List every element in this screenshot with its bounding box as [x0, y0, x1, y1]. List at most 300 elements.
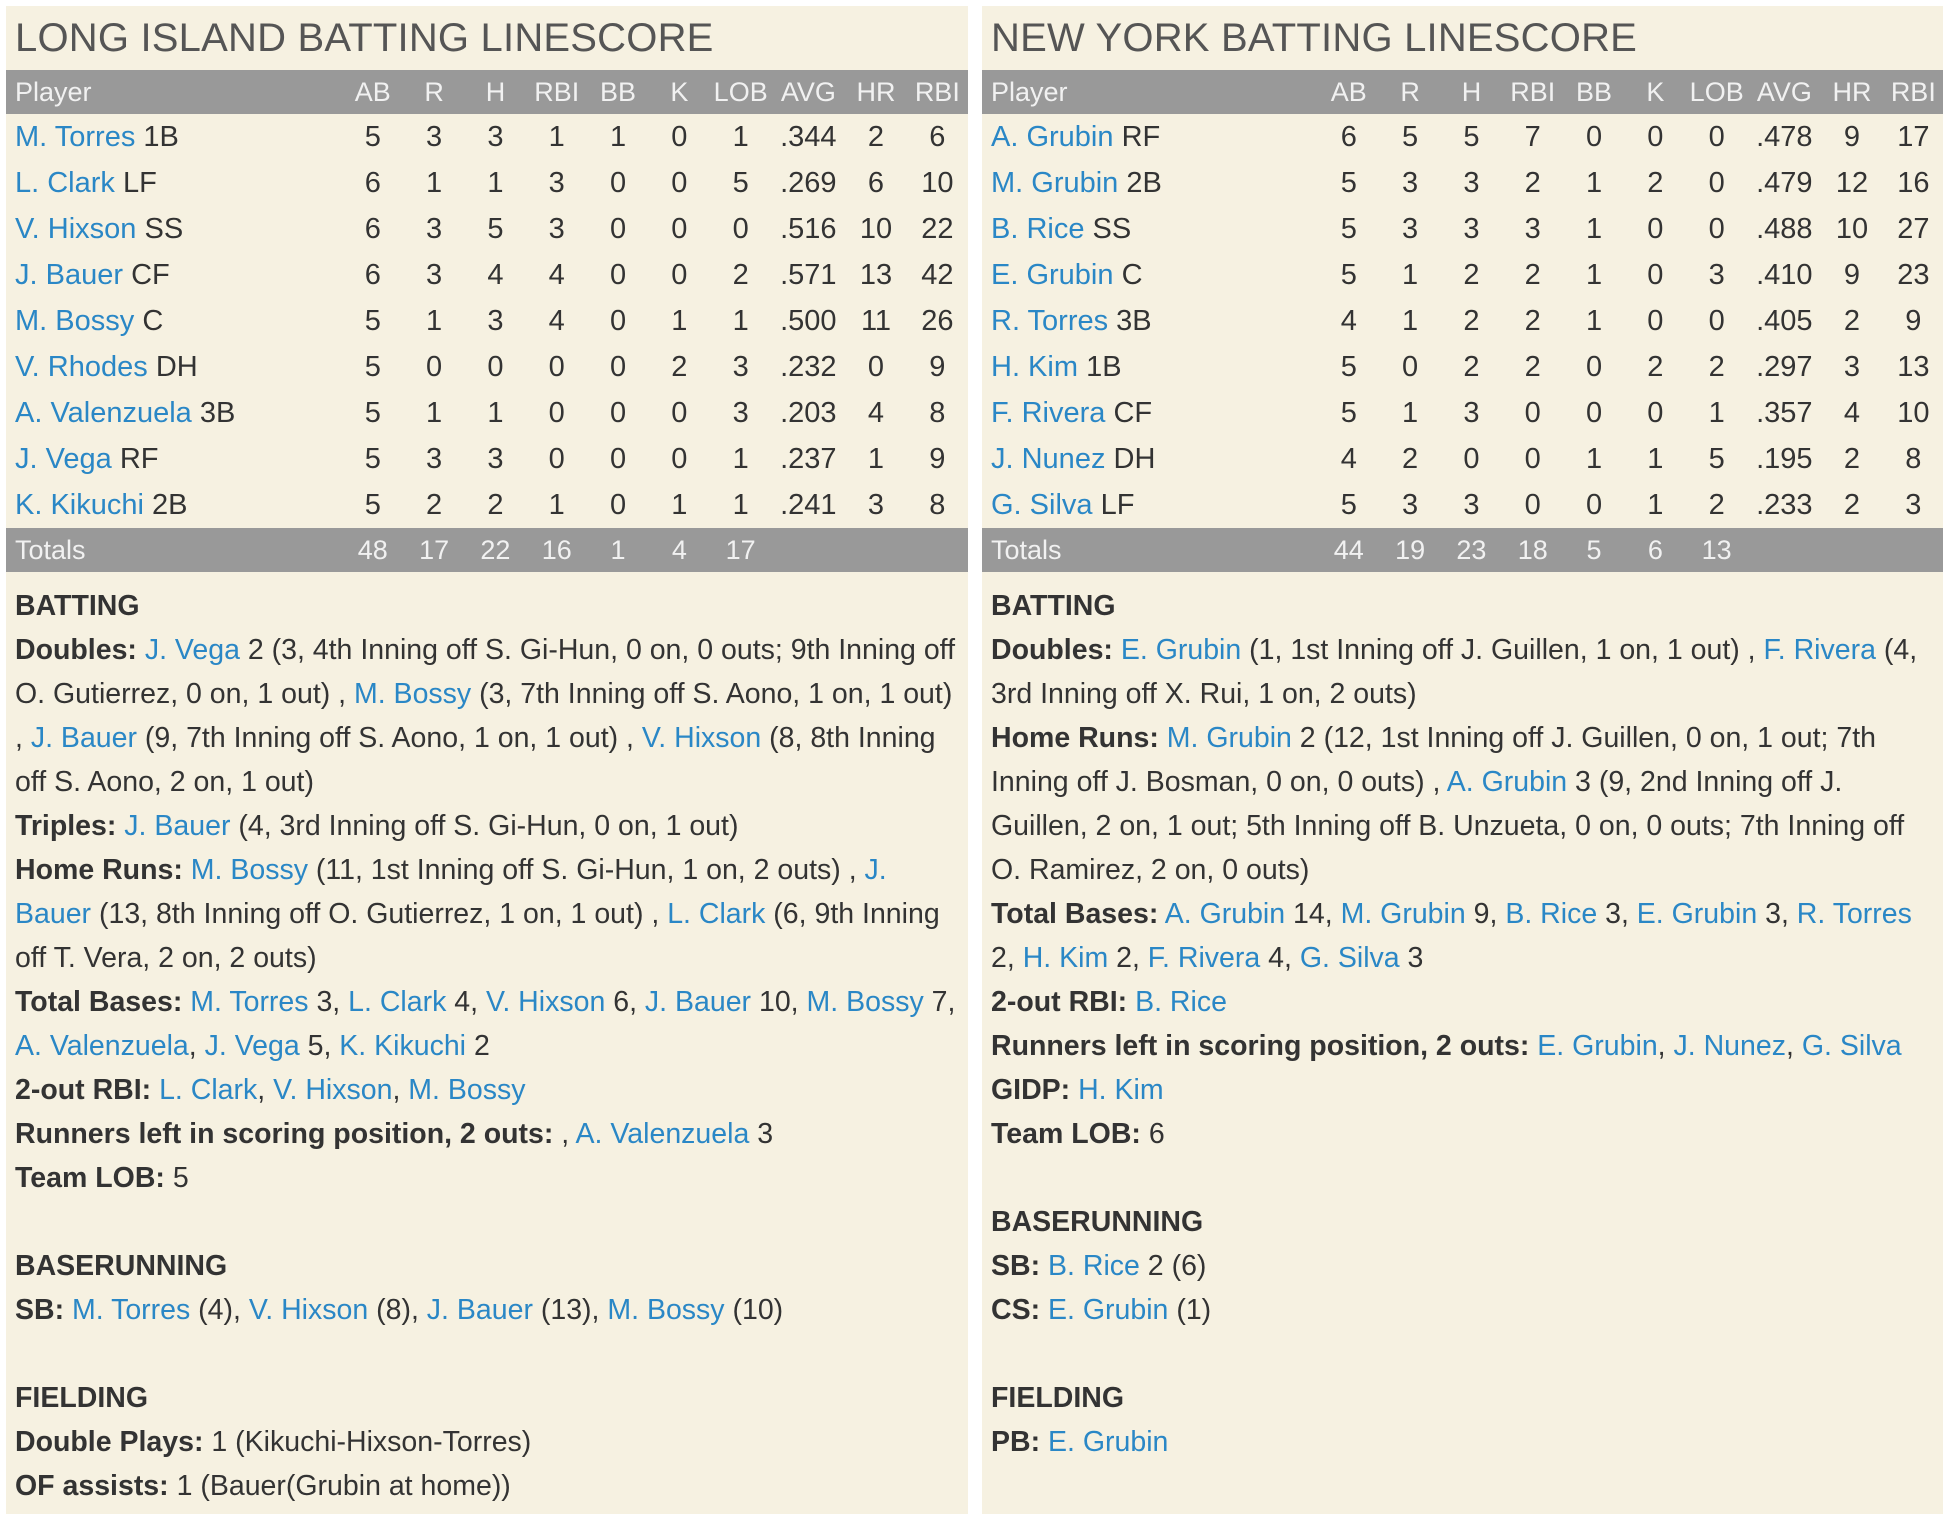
player-position: SS — [1092, 212, 1132, 245]
stat-k: 1 — [671, 488, 688, 521]
player-cell — [6, 206, 342, 252]
stat-avg: .479 — [1756, 166, 1813, 199]
player-position: DH — [1113, 442, 1156, 475]
team-lob-line — [15, 1156, 959, 1200]
player-list — [72, 1294, 783, 1326]
stat-srbi: 8 — [929, 396, 946, 429]
totals-ab: 44 — [1318, 528, 1379, 572]
stat-k: 0 — [671, 212, 688, 245]
doubles-line — [991, 628, 1935, 716]
player-link[interactable]: V. Hixson — [15, 212, 137, 245]
player-link[interactable]: E. Grubin — [1636, 898, 1758, 930]
player-cell — [982, 436, 1318, 482]
player-cell — [6, 114, 342, 160]
player-link[interactable]: J. Vega — [15, 442, 112, 475]
player-position: 1B — [1086, 350, 1122, 383]
pb-label: PB: — [991, 1426, 1041, 1458]
stat-rbi: 2 — [1524, 258, 1541, 291]
stat-lob: 5 — [1708, 442, 1725, 475]
player-link[interactable]: G. Silva — [1801, 1030, 1902, 1062]
player-link[interactable]: A. Grubin — [1446, 766, 1568, 798]
stat-r: 0 — [1402, 350, 1419, 383]
two-out-rbi-label: 2-out RBI: — [991, 986, 1128, 1018]
stat-ab: 6 — [364, 212, 381, 245]
player-position: SS — [144, 212, 184, 245]
col-header-hr: HR — [845, 70, 906, 114]
player-link[interactable]: R. Torres — [1796, 898, 1912, 930]
doubles-label: Doubles: — [15, 634, 137, 666]
player-link[interactable]: J. Bauer — [644, 986, 752, 1018]
player-link[interactable]: A. Grubin — [1164, 898, 1286, 930]
stat-k: 0 — [1647, 212, 1664, 245]
new-york-notes — [982, 572, 1943, 1464]
stat-bb: 0 — [609, 350, 627, 383]
table-row — [6, 298, 968, 344]
stat-bb: 0 — [609, 488, 627, 521]
stat-h: 2 — [1463, 304, 1480, 337]
player-link[interactable]: M. Grubin — [991, 166, 1119, 199]
table-row — [982, 436, 1943, 482]
player-position: LF — [122, 166, 157, 199]
totals-avg — [1747, 528, 1821, 572]
pb-line — [991, 1420, 1935, 1464]
stat-r: 1 — [1402, 304, 1419, 337]
total-bases-label: Total Bases: — [15, 986, 183, 1018]
table-header-row — [982, 70, 1943, 114]
col-header-hr: HR — [1821, 70, 1882, 114]
player-cell — [982, 298, 1318, 344]
batting-header: BATTING — [15, 590, 140, 622]
player-note: (3, 7th Inning off S. Aono, 1 on, 1 out) , — [15, 678, 953, 754]
stat-h: 3 — [1463, 212, 1480, 245]
player-note: (11, 1st Inning off S. Gi-Hun, 1 on, 2 outs) , — [307, 854, 865, 886]
totals-lob: 13 — [1686, 528, 1747, 572]
player-link[interactable]: A. Valenzuela — [15, 1030, 189, 1062]
stat-r: 1 — [426, 166, 443, 199]
stat-avg: .232 — [780, 350, 837, 383]
stat-hr: 12 — [1835, 166, 1869, 199]
stat-srbi: 10 — [921, 166, 954, 199]
stat-hr: 13 — [859, 258, 893, 291]
player-link[interactable]: V. Hixson — [641, 722, 762, 754]
risp-line — [15, 1112, 959, 1156]
table-row — [6, 114, 968, 160]
stat-k: 0 — [1647, 304, 1664, 337]
stat-h: 1 — [487, 166, 504, 199]
stat-avg: .488 — [1756, 212, 1813, 245]
player-position: 1B — [143, 120, 179, 153]
table-header-row — [6, 70, 968, 114]
player-link[interactable]: B. Rice — [1048, 1250, 1140, 1282]
home-runs-label: Home Runs: — [991, 722, 1159, 754]
player-link[interactable]: F. Rivera — [1147, 942, 1261, 974]
table-row — [6, 482, 968, 528]
totals-k: 6 — [1625, 528, 1686, 572]
stat-k: 0 — [671, 258, 688, 291]
totals-label: Totals — [6, 528, 342, 572]
totals-season-rbi — [1883, 528, 1943, 572]
player-link[interactable]: M. Bossy — [408, 1074, 526, 1106]
player-note: (13, 8th Inning off O. Gutierrez, 1 on, 1 out) , — [91, 898, 668, 930]
col-header-h: H — [465, 70, 526, 114]
table-row — [982, 252, 1943, 298]
player-link[interactable]: M. Torres — [190, 986, 309, 1018]
player-note: , — [188, 1030, 205, 1062]
stat-hr: 4 — [1843, 396, 1861, 429]
home-runs-line — [991, 716, 1935, 892]
player-link[interactable]: V. Hixson — [273, 1074, 393, 1106]
player-list — [576, 1118, 774, 1150]
stat-hr: 3 — [867, 488, 885, 521]
player-link[interactable]: M. Bossy — [15, 304, 135, 337]
player-link[interactable]: M. Bossy — [353, 678, 472, 710]
player-note: 3 — [1399, 942, 1424, 974]
total-bases-line — [15, 980, 959, 1068]
stat-h: 0 — [1463, 442, 1480, 475]
totals-avg — [771, 528, 845, 572]
stat-rbi: 3 — [1524, 212, 1541, 245]
stat-h: 1 — [487, 396, 504, 429]
player-note: 3, — [1757, 898, 1797, 930]
stat-r: 0 — [426, 350, 443, 383]
player-link[interactable]: J. Nunez — [991, 442, 1106, 475]
stat-srbi: 3 — [1905, 488, 1922, 521]
of-assists-label: OF assists: — [15, 1470, 169, 1502]
totals-h: 23 — [1441, 528, 1502, 572]
player-note: 4, — [446, 986, 486, 1018]
stat-k: 0 — [671, 120, 688, 153]
stat-lob: 1 — [732, 120, 749, 153]
two-out-rbi-line — [15, 1068, 959, 1112]
table-row — [6, 344, 968, 390]
player-cell — [982, 114, 1318, 160]
player-link[interactable]: L. Clark — [667, 898, 766, 930]
player-link[interactable]: B. Rice — [991, 212, 1085, 245]
col-header-ab: AB — [342, 70, 403, 114]
col-header-r: R — [1379, 70, 1440, 114]
team-lob-line — [991, 1112, 1935, 1156]
player-link[interactable]: M. Grubin — [1166, 722, 1292, 754]
col-header-season-rbi: RBI — [907, 70, 968, 114]
stat-h: 3 — [1463, 166, 1480, 199]
player-note: , — [1657, 1030, 1674, 1062]
player-list — [159, 1074, 525, 1106]
sb-label: SB: — [991, 1250, 1041, 1282]
stat-bb: 0 — [1585, 396, 1603, 429]
player-cell — [982, 344, 1318, 390]
stat-avg: .297 — [1756, 350, 1813, 383]
stat-hr: 1 — [867, 442, 885, 475]
col-header-bb: BB — [587, 70, 648, 114]
stat-bb: 0 — [609, 304, 627, 337]
player-link[interactable]: J. Bauer — [15, 854, 887, 930]
player-link[interactable]: K. Kikuchi — [15, 488, 144, 521]
totals-k: 4 — [649, 528, 710, 572]
stat-lob: 2 — [1708, 488, 1725, 521]
col-header-ab: AB — [1318, 70, 1379, 114]
player-note: 3 — [749, 1118, 774, 1150]
player-cell — [6, 298, 342, 344]
double-plays-label: Double Plays: — [15, 1426, 204, 1458]
stat-ab: 5 — [1340, 166, 1357, 199]
stat-avg: .344 — [780, 120, 837, 153]
player-link[interactable]: M. Torres — [72, 1294, 191, 1326]
totals-label: Totals — [982, 528, 1318, 572]
stat-ab: 5 — [364, 120, 381, 153]
stat-h: 3 — [1463, 396, 1480, 429]
player-link[interactable]: J. Vega — [204, 1030, 300, 1062]
stat-avg: .410 — [1756, 258, 1813, 291]
player-link[interactable]: L. Clark — [159, 1074, 258, 1106]
player-link[interactable]: G. Silva — [991, 488, 1093, 521]
player-link[interactable]: L. Clark — [15, 166, 115, 199]
player-link[interactable]: B. Rice — [1135, 986, 1227, 1018]
stat-r: 1 — [1402, 258, 1419, 291]
cs-label: CS: — [991, 1294, 1041, 1326]
player-link[interactable]: E. Grubin — [1120, 634, 1242, 666]
stat-rbi: 7 — [1524, 120, 1541, 153]
stat-srbi: 9 — [929, 442, 946, 475]
player-list — [1537, 1030, 1901, 1062]
stat-r: 2 — [426, 488, 443, 521]
stat-rbi: 0 — [1524, 488, 1541, 521]
stat-bb: 1 — [1585, 442, 1603, 475]
player-note: 5, — [299, 1030, 340, 1062]
table-row — [982, 298, 1943, 344]
stat-lob: 5 — [732, 166, 749, 199]
stat-r: 3 — [426, 120, 443, 153]
player-link[interactable]: H. Kim — [991, 350, 1078, 383]
team-lob-value: 5 — [164, 1162, 189, 1194]
player-note: (1) — [1168, 1294, 1212, 1326]
player-link[interactable]: L. Clark — [348, 986, 447, 1018]
new-york-title: NEW YORK BATTING LINESCORE — [991, 16, 1638, 60]
player-note: 2, — [991, 942, 1023, 974]
player-link[interactable]: F. Rivera — [991, 396, 1106, 429]
player-link[interactable]: H. Kim — [1078, 1074, 1164, 1106]
player-position: 2B — [152, 488, 188, 521]
player-link[interactable]: M. Bossy — [806, 986, 924, 1018]
stat-ab: 4 — [1340, 442, 1357, 475]
player-link[interactable]: B. Rice — [1505, 898, 1598, 930]
stat-bb: 1 — [609, 120, 627, 153]
risp-prefix: , — [553, 1118, 576, 1150]
stat-hr: 9 — [1843, 120, 1861, 153]
totals-hr — [1821, 528, 1882, 572]
player-note: (10) — [724, 1294, 784, 1326]
player-link[interactable]: V. Hixson — [248, 1294, 369, 1326]
stat-k: 0 — [671, 166, 688, 199]
player-link[interactable]: M. Torres — [15, 120, 136, 153]
stat-h: 4 — [487, 258, 504, 291]
total-bases-label: Total Bases: — [991, 898, 1159, 930]
stat-avg: .357 — [1756, 396, 1813, 429]
stat-rbi: 3 — [548, 166, 565, 199]
stat-r: 1 — [426, 304, 443, 337]
player-note: (4, 3rd Inning off X. Rui, 1 on, 2 outs) — [991, 634, 1918, 710]
stat-srbi: 23 — [1897, 258, 1930, 291]
player-note: , — [1786, 1030, 1802, 1062]
stat-avg: .195 — [1756, 442, 1813, 475]
stat-k: 0 — [1647, 396, 1664, 429]
gidp-label: GIDP: — [991, 1074, 1071, 1106]
stat-srbi: 6 — [929, 120, 946, 153]
player-note: (8, 8th Inning off S. Aono, 2 on, 1 out) — [15, 722, 936, 798]
stat-lob: 1 — [1708, 396, 1725, 429]
player-link[interactable]: F. Rivera — [1763, 634, 1876, 666]
stat-r: 3 — [1402, 488, 1419, 521]
player-link[interactable]: J. Bauer — [426, 1294, 533, 1326]
player-list — [1048, 1294, 1211, 1326]
stat-r: 2 — [1402, 442, 1419, 475]
table-row — [982, 206, 1943, 252]
player-list — [1048, 1250, 1206, 1282]
player-link[interactable]: M. Bossy — [607, 1294, 725, 1326]
stat-ab: 5 — [364, 396, 381, 429]
player-link[interactable]: A. Valenzuela — [15, 396, 192, 429]
risp-label: Runners left in scoring position, 2 outs: — [991, 1030, 1530, 1062]
stat-k: 2 — [1647, 166, 1664, 199]
player-position: RF — [119, 442, 159, 475]
player-cell — [6, 436, 342, 482]
stat-k: 0 — [1647, 120, 1664, 153]
long-island-notes — [6, 572, 968, 1508]
stat-hr: 2 — [1843, 442, 1861, 475]
player-link[interactable]: E. Grubin — [991, 258, 1114, 291]
stat-bb: 0 — [1585, 120, 1603, 153]
stat-lob: 3 — [1708, 258, 1725, 291]
stat-srbi: 8 — [929, 488, 946, 521]
sb-label: SB: — [15, 1294, 65, 1326]
stat-ab: 5 — [1340, 212, 1357, 245]
stat-h: 2 — [487, 488, 504, 521]
stat-h: 5 — [487, 212, 504, 245]
player-position: 3B — [199, 396, 236, 429]
player-link[interactable]: J. Nunez — [1673, 1030, 1786, 1062]
player-position: C — [142, 304, 164, 337]
stat-r: 3 — [426, 212, 443, 245]
stat-hr: 10 — [859, 212, 893, 245]
stat-r: 3 — [1402, 166, 1419, 199]
new-york-panel — [982, 6, 1943, 1514]
stat-k: 1 — [671, 304, 688, 337]
stat-lob: 0 — [1708, 304, 1725, 337]
stat-bb: 1 — [1585, 258, 1603, 291]
player-position: CF — [131, 258, 170, 291]
total-bases-line — [991, 892, 1935, 980]
player-note: 6, — [605, 986, 645, 1018]
stat-bb: 0 — [1585, 350, 1603, 383]
player-note: (4), — [190, 1294, 249, 1326]
player-link[interactable]: J. Vega — [144, 634, 240, 666]
player-cell — [6, 252, 342, 298]
player-list — [991, 634, 1917, 710]
stat-rbi: 2 — [1524, 166, 1541, 199]
stat-rbi: 3 — [548, 212, 565, 245]
stat-h: 3 — [1463, 488, 1480, 521]
stat-ab: 5 — [364, 488, 381, 521]
stat-r: 1 — [426, 396, 443, 429]
player-link[interactable]: R. Torres — [991, 304, 1109, 337]
player-link[interactable]: J. Bauer — [30, 722, 137, 754]
stat-avg: .500 — [780, 304, 837, 337]
player-link[interactable]: M. Grubin — [1340, 898, 1466, 930]
player-link[interactable]: H. Kim — [1022, 942, 1109, 974]
totals-rbi: 16 — [526, 528, 587, 572]
stat-hr: 0 — [867, 350, 885, 383]
baserunning-header: BASERUNNING — [991, 1206, 1204, 1238]
player-note: 3, — [308, 986, 349, 1018]
player-cell — [982, 206, 1318, 252]
stat-lob: 2 — [732, 258, 749, 291]
stat-r: 3 — [426, 258, 443, 291]
player-link[interactable]: J. Bauer — [15, 258, 123, 291]
player-link[interactable]: E. Grubin — [1048, 1294, 1169, 1326]
stat-avg: .203 — [780, 396, 837, 429]
table-row — [6, 390, 968, 436]
stat-h: 3 — [487, 120, 504, 153]
stat-h: 5 — [1463, 120, 1480, 153]
stat-h: 3 — [487, 442, 504, 475]
table-row — [6, 252, 968, 298]
stat-hr: 4 — [867, 396, 885, 429]
stat-r: 3 — [426, 442, 443, 475]
stat-k: 0 — [671, 396, 688, 429]
stat-avg: .571 — [780, 258, 837, 291]
stat-k: 1 — [1647, 442, 1664, 475]
stat-avg: .405 — [1756, 304, 1813, 337]
new-york-linescore-table — [982, 70, 1943, 572]
player-link[interactable]: E. Grubin — [1048, 1426, 1169, 1458]
stat-srbi: 16 — [1897, 166, 1930, 199]
stat-bb: 0 — [609, 166, 627, 199]
col-header-avg: AVG — [771, 70, 845, 114]
player-list — [1048, 1426, 1168, 1458]
player-link[interactable]: G. Silva — [1299, 942, 1400, 974]
stat-ab: 6 — [1340, 120, 1357, 153]
player-link[interactable]: A. Grubin — [991, 120, 1114, 153]
baserunning-header: BASERUNNING — [15, 1250, 228, 1282]
player-link[interactable]: E. Grubin — [1537, 1030, 1658, 1062]
stat-bb: 1 — [1585, 304, 1603, 337]
team-lob-label: Team LOB: — [991, 1118, 1141, 1150]
player-cell — [6, 482, 342, 528]
player-link[interactable]: K. Kikuchi — [339, 1030, 467, 1062]
doubles-label: Doubles: — [991, 634, 1113, 666]
stat-ab: 5 — [364, 442, 381, 475]
triples-label: Triples: — [15, 810, 117, 842]
totals-ab: 48 — [342, 528, 403, 572]
long-island-player-rows — [6, 114, 968, 528]
stat-hr: 3 — [1843, 350, 1861, 383]
player-link[interactable]: A. Valenzuela — [575, 1118, 750, 1150]
player-link[interactable]: M. Bossy — [190, 854, 308, 886]
player-link[interactable]: J. Bauer — [124, 810, 231, 842]
stat-r: 1 — [1402, 396, 1419, 429]
player-cell — [982, 482, 1318, 528]
player-note: , — [257, 1074, 274, 1106]
player-link[interactable]: V. Rhodes — [15, 350, 148, 383]
stat-lob: 0 — [1708, 212, 1725, 245]
gidp-line — [991, 1068, 1935, 1112]
player-note: (4, 3rd Inning off S. Gi-Hun, 0 on, 1 out) — [230, 810, 739, 842]
player-link[interactable]: V. Hixson — [485, 986, 606, 1018]
stat-ab: 6 — [364, 166, 381, 199]
risp-label: Runners left in scoring position, 2 outs: — [15, 1118, 554, 1150]
stat-ab: 6 — [364, 258, 381, 291]
player-note: 2 (12, 1st Inning off J. Guillen, 0 on, 1 out; 7th Inning off J. Bosman, 0 on, 0 outs) , — [991, 722, 1876, 798]
stat-r: 5 — [1402, 120, 1419, 153]
